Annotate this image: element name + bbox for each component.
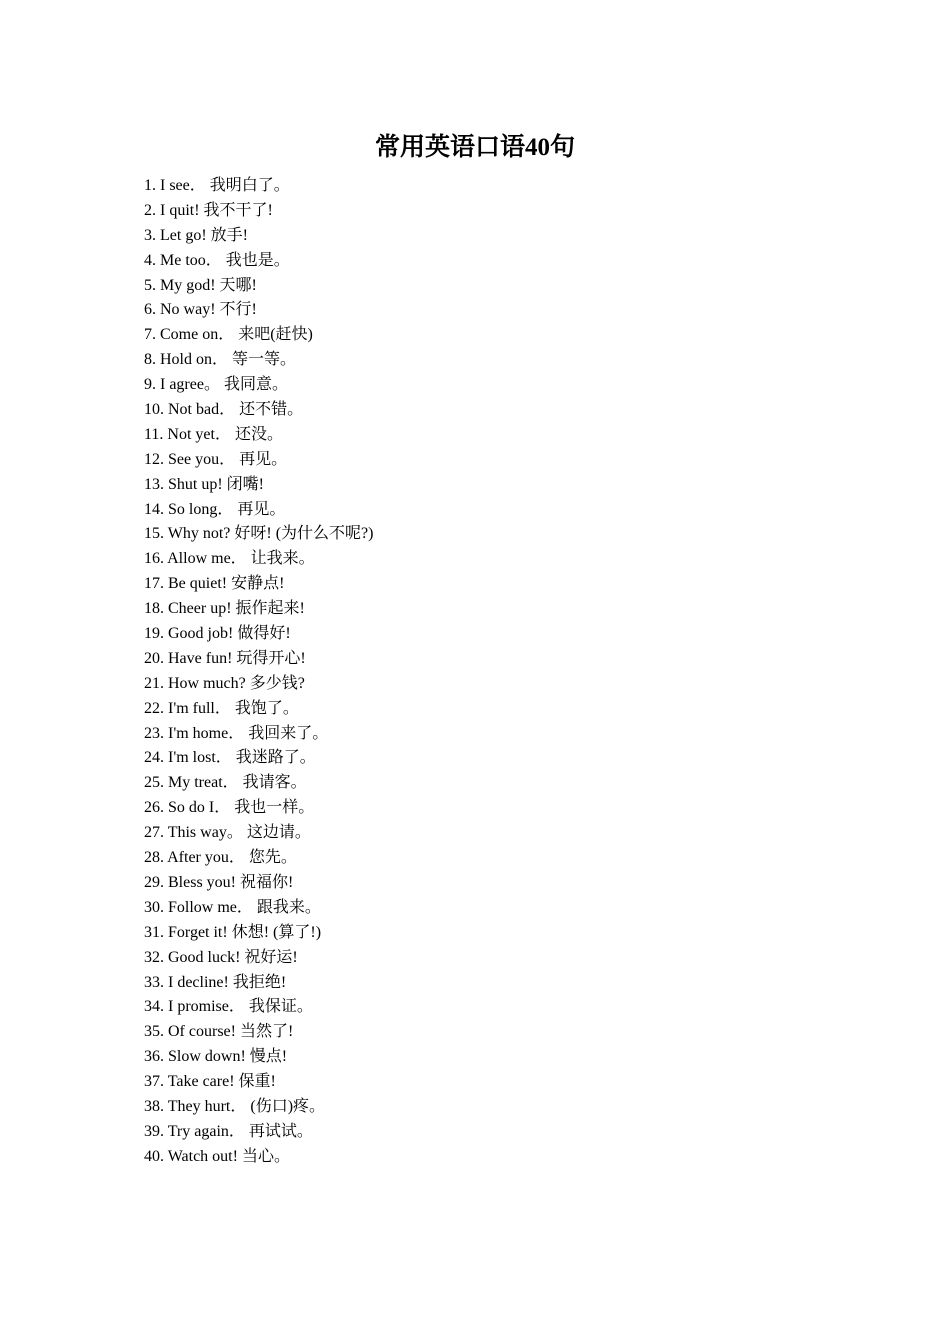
list-item: 37. Take care! 保重! <box>144 1073 276 1091</box>
list-item: 32. Good luck! 祝好运! <box>144 948 298 966</box>
list-item: 28. After you． 您先。 <box>144 849 297 867</box>
list-item: 30. Follow me． 跟我来。 <box>144 898 321 916</box>
list-item: 10. Not bad． 还不错。 <box>144 401 304 419</box>
list-item: 29. Bless you! 祝福你! <box>144 873 294 891</box>
list-item: 13. Shut up! 闭嘴! <box>144 475 265 493</box>
list-item: 12. See you． 再见。 <box>144 450 288 468</box>
list-item: 7. Come on． 来吧(赶快) <box>144 326 313 344</box>
list-item: 27. This way。 这边请。 <box>144 824 311 842</box>
list-item: 19. Good job! 做得好! <box>144 625 291 643</box>
list-item: 39. Try again． 再试试。 <box>144 1122 313 1140</box>
list-item: 20. Have fun! 玩得开心! <box>144 649 306 667</box>
list-item: 36. Slow down! 慢点! <box>144 1048 288 1066</box>
list-item: 33. I decline! 我拒绝! <box>144 973 287 991</box>
phrase-list <box>144 174 373 1170</box>
list-item: 11. Not yet． 还没。 <box>144 425 283 443</box>
list-item: 26. So do I． 我也一样。 <box>144 799 315 817</box>
list-item: 6. No way! 不行! <box>144 301 257 319</box>
list-item: 38. They hurt． (伤口)疼。 <box>144 1097 326 1115</box>
list-item: 40. Watch out! 当心。 <box>144 1147 290 1165</box>
list-item: 5. My god! 天哪! <box>144 276 257 294</box>
list-item: 17. Be quiet! 安静点! <box>144 575 285 593</box>
list-item: 35. Of course! 当然了! <box>144 1023 294 1041</box>
list-item: 23. I'm home． 我回来了。 <box>144 724 329 742</box>
list-item: 8. Hold on． 等一等。 <box>144 351 297 369</box>
list-item: 14. So long． 再见。 <box>144 500 286 518</box>
list-item: 1. I see． 我明白了。 <box>144 177 290 194</box>
list-item: 25. My treat． 我请客。 <box>144 774 307 792</box>
list-item: 16. Allow me． 让我来。 <box>144 550 315 568</box>
list-item: 3. Let go! 放手! <box>144 226 248 244</box>
list-item: 18. Cheer up! 振作起来! <box>144 600 305 618</box>
page-title: 常用英语口语40句 <box>374 134 575 161</box>
list-item: 21. How much? 多少钱? <box>144 674 305 692</box>
list-item: 9. I agree。 我同意。 <box>144 376 288 394</box>
list-item: 4. Me too． 我也是。 <box>144 251 290 269</box>
list-item: 34. I promise． 我保证。 <box>144 998 313 1016</box>
list-item: 22. I'm full． 我饱了。 <box>144 699 299 717</box>
list-item: 31. Forget it! 休想! (算了!) <box>144 923 322 941</box>
list-item: 15. Why not? 好呀! (为什么不呢?) <box>144 525 374 543</box>
list-item: 24. I'm lost． 我迷路了。 <box>144 749 316 767</box>
list-item: 2. I quit! 我不干了! <box>144 201 273 219</box>
